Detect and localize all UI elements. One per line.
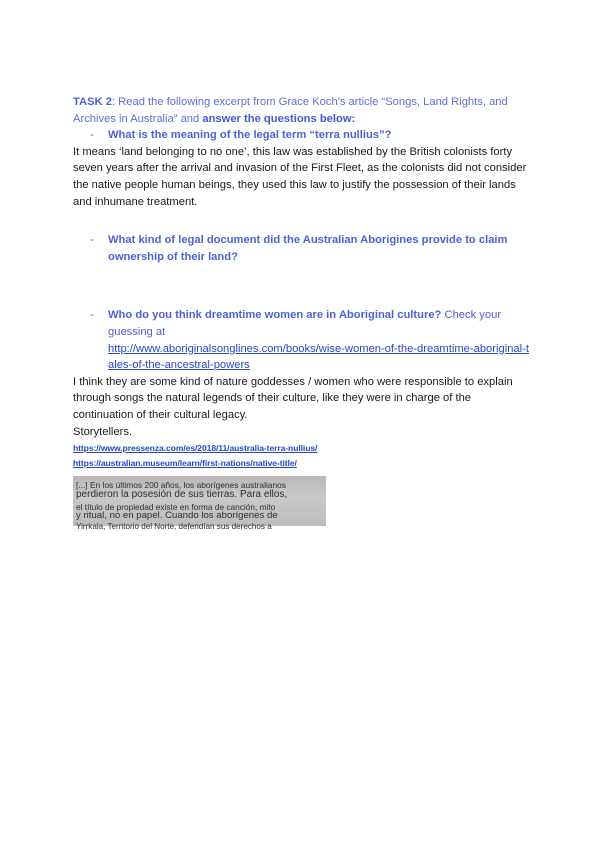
question-3-text: Who do you think dreamtime women are in Aboriginal culture? [108, 309, 442, 322]
task-label: TASK 2 [73, 96, 112, 108]
question-3 [73, 307, 533, 373]
question-bullet: - [90, 234, 94, 247]
dreamtime-link[interactable]: http://www.aboriginalsonglines.com/books/wise-women-of-the-dreamtime-aboriginal-tales-of-the-ancestral-powers [108, 342, 529, 372]
question-2 [73, 232, 533, 265]
source-link-1[interactable]: https://www.pressenza.com/es/2018/11/australia-terra-nullius/ [73, 443, 318, 454]
answer-1: It means ‘land belonging to no one’, this law was established by the British colonists forty seven years after the arrival and invasion of the First Fleet, as the colonists did not consider the native people human beings, they used this law to justify the possession of their lands and inhumane treatment. [73, 145, 527, 208]
task-instruction: answer the questions below: [202, 112, 356, 125]
photo-text-line: Yirrkala, Territorio del Norte, defendían sus derechos a [76, 522, 272, 532]
question-2-text: What kind of legal document did the Australian Aborigines provide to claim ownership of their land? [108, 234, 508, 263]
question-bullet: - [90, 129, 94, 142]
task-intro-text: : Read the following excerpt from Grace Koch's article “Songs, Land Rights, and Archives in Australia” and [73, 96, 508, 125]
question-1-text: What is the meaning of the legal term “terra nullius”? [108, 129, 392, 142]
question-bullet: - [90, 309, 94, 322]
question-3-extra: Check your guessing at [108, 309, 502, 338]
photo-text-line: [...] En los últimos 200 años, los aborígenes australianos [76, 480, 286, 491]
photo-text-line: el título de propiedad existe en forma de canción, mito [76, 502, 276, 513]
photo-text-line: y ritual, no en papel. Cuando los aborígenes de [76, 510, 278, 522]
photo-text-line: perdieron la posesión de sus tierras. Para ellos, [76, 489, 288, 501]
answer-3-extra: Storytellers. [73, 425, 133, 438]
task-intro [73, 94, 533, 127]
document-body [73, 94, 533, 532]
excerpt-photo [73, 476, 326, 532]
source-link-2[interactable]: https://australian.museum/learn/first-nations/native-title/ [73, 458, 297, 469]
question-1 [73, 127, 533, 144]
answer-3: I think they are some kind of nature goddesses / women who were responsible to explain through songs the natural legends of their culture, like they were in charge of the continuation of their cultural legacy. [73, 375, 513, 421]
